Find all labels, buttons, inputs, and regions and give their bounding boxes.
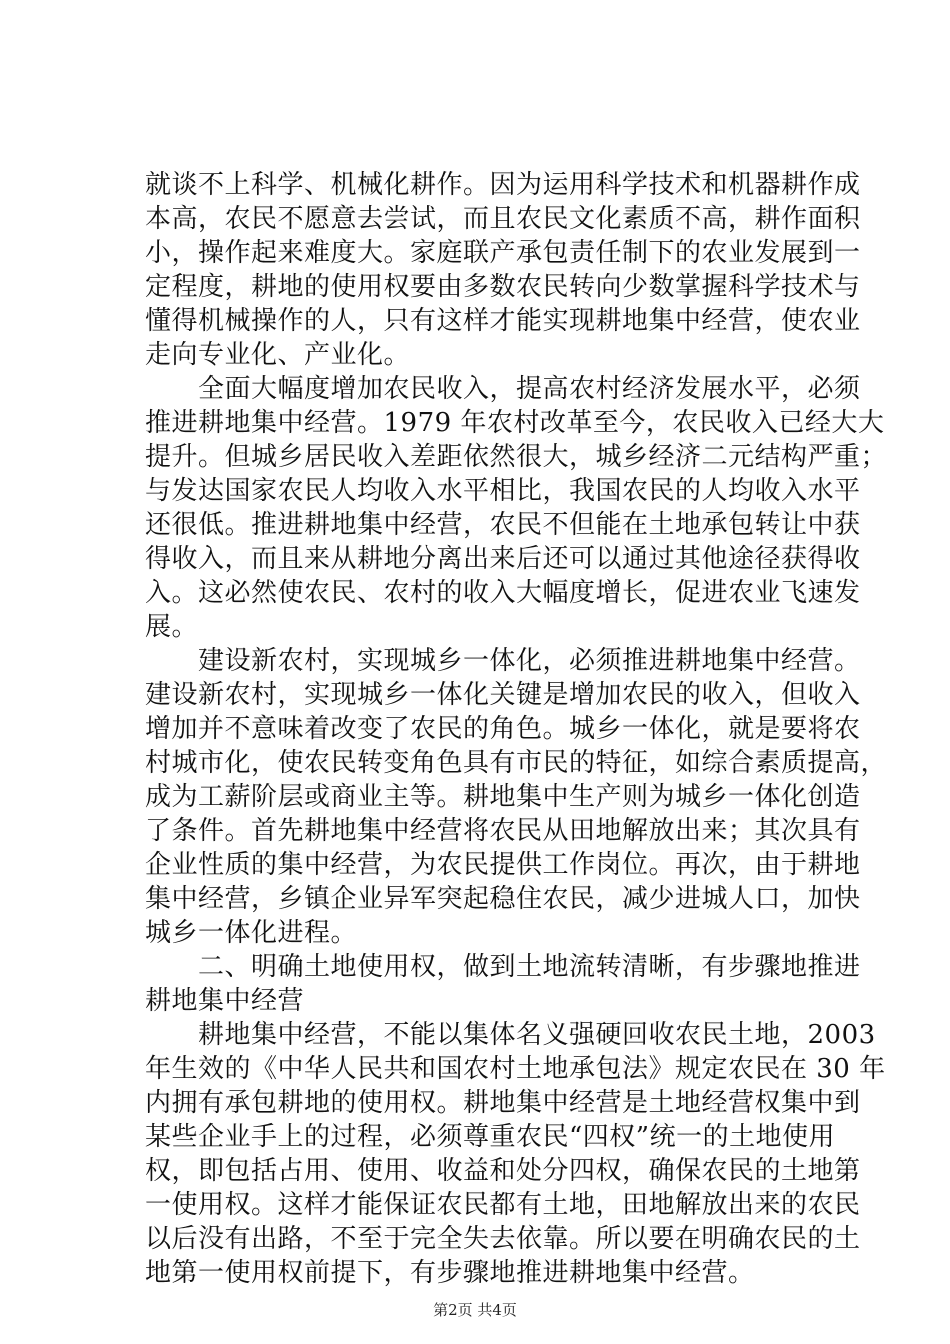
text-line: 某些企业手上的过程，必须尊重农民“四权”统一的土地使用 [145, 1122, 836, 1152]
text-line: 本高，农民不愿意去尝试，而且农民文化素质不高，耕作面积 [145, 204, 861, 234]
text-line: 懂得机械操作的人，只有这样才能实现耕地集中经营，使农业 [145, 306, 861, 336]
text-line: 内拥有承包耕地的使用权。耕地集中经营是土地经营权集中到 [145, 1088, 861, 1118]
text-line: 建设新农村，实现城乡一体化关键是增加农民的收入，但收入 [145, 680, 861, 710]
text-line: 展。 [145, 612, 199, 642]
text-line: 增加并不意味着改变了农民的角色。城乡一体化，就是要将农 [145, 714, 861, 744]
text-line: 定程度，耕地的使用权要由多数农民转向少数掌握科学技术与 [145, 272, 861, 302]
section-heading-line: 耕地集中经营 [145, 986, 305, 1016]
text-line: 村城市化，使农民转变角色具有市民的特征，如综合素质提高， [145, 748, 888, 778]
text-line: 耕地集中经营，不能以集体名义强硬回收农民土地，2003 [145, 1020, 876, 1050]
text-line: 入。这必然使农民、农村的收入大幅度增长，促进农业飞速发 [145, 578, 861, 608]
text-line: 一使用权。这样才能保证农民都有土地，田地解放出来的农民 [145, 1190, 861, 1220]
text-line: 建设新农村，实现城乡一体化，必须推进耕地集中经营。 [145, 646, 861, 676]
text-line: 还很低。推进耕地集中经营，农民不但能在土地承包转让中获 [145, 510, 861, 540]
text-line: 年生效的《中华人民共和国农村土地承包法》规定农民在 30 年 [145, 1054, 886, 1084]
text-line: 集中经营，乡镇企业异军突起稳住农民，减少进城人口，加快 [145, 884, 861, 914]
text-line: 推进耕地集中经营。1979 年农村改革至今，农民收入已经大大 [145, 408, 885, 438]
text-line: 与发达国家农民人均收入水平相比，我国农民的人均收入水平 [145, 476, 861, 506]
text-line: 权，即包括占用、使用、收益和处分四权，确保农民的土地第 [145, 1156, 861, 1186]
text-line: 企业性质的集中经营，为农民提供工作岗位。再次，由于耕地 [145, 850, 861, 880]
text-line: 就谈不上科学、机械化耕作。因为运用科学技术和机器耕作成 [145, 170, 861, 200]
text-line: 小，操作起来难度大。家庭联产承包责任制下的农业发展到一 [145, 238, 861, 268]
text-line: 了条件。首先耕地集中经营将农民从田地解放出来；其次具有 [145, 816, 861, 846]
text-line: 全面大幅度增加农民收入，提高农村经济发展水平，必须 [145, 374, 861, 404]
section-heading-line: 二、明确土地使用权，做到土地流转清晰，有步骤地推进 [145, 952, 861, 982]
text-line: 以后没有出路，不至于完全失去依靠。所以要在明确农民的土 [145, 1224, 861, 1254]
text-line: 成为工薪阶层或商业主等。耕地集中生产则为城乡一体化创造 [145, 782, 861, 812]
page-number-footer: 第2页 共4页 [433, 1301, 517, 1319]
text-line: 提升。但城乡居民收入差距依然很大，城乡经济二元结构严重； [145, 442, 888, 472]
text-line: 城乡一体化进程。 [145, 918, 358, 948]
text-line: 地第一使用权前提下，有步骤地推进耕地集中经营。 [145, 1258, 755, 1288]
body-text [145, 168, 888, 1290]
text-line: 走向专业化、产业化。 [145, 340, 411, 370]
text-line: 得收入，而且来从耕地分离出来后还可以通过其他途径获得收 [145, 544, 861, 574]
